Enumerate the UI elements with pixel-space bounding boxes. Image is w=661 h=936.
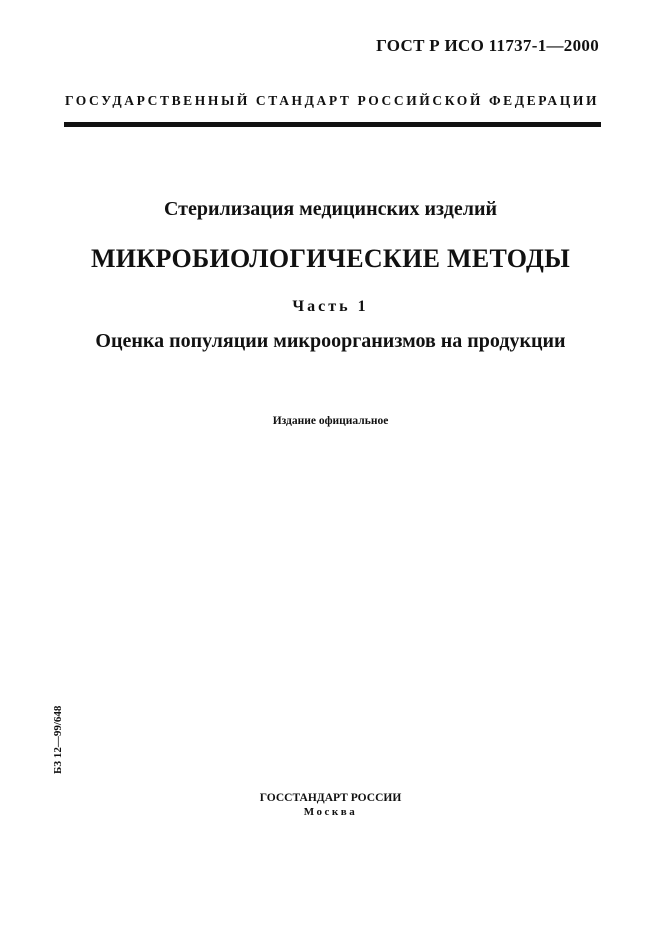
document-subtitle: Стерилизация медицинских изделий [163,198,497,220]
header-divider [64,122,601,127]
standard-type-heading: ГОСУДАРСТВЕННЫЙ СТАНДАРТ РОССИЙСКОЙ ФЕДЕРАЦИИ [64,93,600,108]
part-name: Оценка популяции микроорганизмов на продукции [95,330,566,352]
publisher-city: Москва [303,806,358,818]
part-label: Часть 1 [292,298,369,315]
document-number: ГОСТ Р ИСО 11737-1—2000 [376,36,599,55]
document-main-title: МИКРОБИОЛОГИЧЕСКИЕ МЕТОДЫ [90,244,571,273]
side-registration-code: БЗ 12—99/648 [52,705,64,774]
edition-note: Издание официальное [272,415,389,427]
publisher-name: ГОССТАНДАРТ РОССИИ [259,792,402,804]
